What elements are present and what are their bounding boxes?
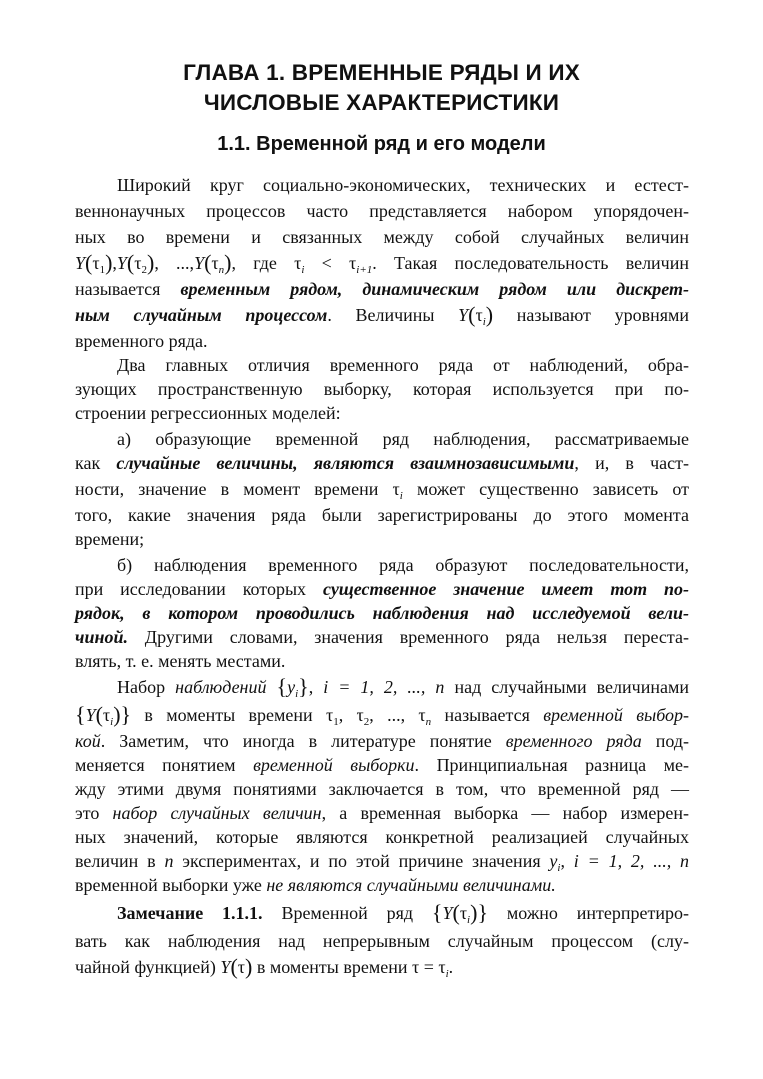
chapter-title-line-1: ГЛАВА 1. ВРЕМЕННЫЕ РЯДЫ И ИХ: [183, 60, 580, 85]
emphasis-term: временным рядом, динамическим рядом или дискрет-: [180, 279, 690, 299]
formula-y-tau-set: $\{Y(\tau_i)\}$: [431, 900, 488, 926]
formula-y-tau: Y(τ): [220, 954, 253, 979]
formula-y-tau-set: $\{Y(\tau_i)\}$: [75, 702, 132, 728]
chapter-title: [60, 58, 703, 118]
paragraph-line: того, какие значения ряда были зарегистрированы до этого момента: [75, 505, 689, 525]
paragraph-line: кой. Заметим, что иногда в литературе понятие временного ряда под-: [75, 731, 690, 751]
formula-tau-order: $\tau_i < \tau_{i+1}$: [294, 253, 373, 276]
paragraph-line: ных во времени и связанных между собой случайных величин: [75, 227, 689, 247]
paragraph-line: чайной функцией) Y(τ) в моменты времени $\tau = \tau_i$.: [75, 954, 454, 980]
paragraph-line: б) наблюдения временного ряда образуют последовательности,: [117, 555, 689, 575]
paragraph-line: ным случайным процессом. Величины $Y(\tau_i)$ называют уровнями: [75, 302, 690, 328]
emphasis-term: рядок, в котором проводились наблюдения над исследуемой вели-: [75, 603, 689, 623]
paragraph-line: ных значений, которые являются конкретной реализацией случайных: [75, 827, 689, 847]
paragraph-line: при исследовании которых существенное значение имеет тот по-: [75, 579, 689, 599]
formula-tau-eq: $\tau = \tau_i$: [411, 957, 449, 980]
formula-tau-i: $\tau_i$: [392, 479, 403, 502]
paragraph-line: временного ряда.: [75, 331, 208, 351]
formula-y-tau-i: $Y(\tau_i)$: [458, 302, 494, 328]
paragraph-line: меняется понятием временной выборки. Принципиальная разница ме-: [75, 755, 689, 775]
paragraph-line: чиной. Другими словами, значения временного ряда нельзя переста-: [75, 627, 689, 647]
paragraph-line: строении регрессионных моделей:: [75, 403, 341, 423]
formula-y-i-range: $y_i$, i = 1, 2, ..., n: [549, 851, 690, 874]
paragraph-line: $Y(\tau_1),Y(\tau_2)$, $...,Y(\tau_n)$, где $\tau_i < \tau_{i+1}$. Такая последовательность величин: [75, 250, 690, 276]
emphasis-term: ным случайным процессом: [75, 305, 328, 325]
paragraph-line: а) образующие временной ряд наблюдения, рассматриваемые: [117, 429, 689, 449]
section-title: 1.1. Временной ряд и его модели: [217, 133, 546, 155]
paragraph-line: как случайные величины, являются взаимнозависимыми, и, в част-: [75, 453, 689, 473]
emphasis-term: случайные величины, являются взаимнозависимыми: [116, 453, 575, 473]
paragraph-line: $\{Y(\tau_i)\}$ в моменты времени $\tau_1$, $\tau_2$, ..., $\tau_n$ называется временной выбор-: [75, 702, 690, 728]
paragraph-line: это набор случайных величин, а временная выборка — набор измерен-: [75, 803, 689, 823]
formula-tau-sequence: $\tau_1$, $\tau_2$, ..., $\tau_n$: [326, 705, 432, 728]
paragraph-line: Широкий круг социально-экономических, технических и естест-: [117, 175, 689, 195]
chapter-title-line-2: ЧИСЛОВЫЕ ХАРАКТЕРИСТИКИ: [203, 90, 560, 115]
emphasis-term: чиной.: [75, 627, 128, 647]
paragraph-line: Набор наблюдений $\{y_i\}$, i = 1, 2, ..., n над случайными величинами: [117, 674, 689, 700]
paragraph-line: ности, значение в момент времени $\tau_i$ может существенно зависеть от: [75, 479, 690, 502]
paragraph-line: величин в n экспериментах, и по этой причине значения $y_i$, i = 1, 2, ..., n: [75, 851, 690, 874]
paragraph-line: времени;: [75, 529, 145, 549]
formula-y-set: $\{y_i\}$, i = 1, 2, ..., n: [276, 674, 445, 700]
remark-label: Замечание 1.1.1.: [117, 903, 263, 923]
paragraph-line: жду этими двумя понятиями заключается в том, что временной ряд —: [75, 779, 689, 799]
paragraph-line: веннонаучных процессов часто представляется набором упорядочен-: [75, 201, 689, 221]
paragraph-line: [75, 601, 689, 625]
emphasis-term: существенное значение имеет тот по-: [322, 579, 689, 599]
paragraph-line: Два главных отличия временного ряда от наблюдений, обра-: [117, 355, 689, 375]
paragraph-line: влять, т. е. менять местами.: [75, 651, 286, 671]
paragraph-line: вать как наблюдения над непрерывным случайным процессом (слу-: [75, 931, 689, 951]
paragraph-line: временной выборки уже не являются случайными величинами.: [75, 875, 556, 895]
formula-y-sequence: $Y(\tau_1),Y(\tau_2)$, $...,Y(\tau_n)$: [75, 250, 232, 276]
paragraph-line: зующих пространственную выборку, которая используется при по-: [75, 379, 689, 399]
paragraph-line: называется временным рядом, динамическим рядом или дискрет-: [75, 279, 690, 299]
remark-line: Замечание 1.1.1. Временной ряд $\{Y(\tau_i)\}$ можно интерпретиро-: [117, 900, 689, 926]
